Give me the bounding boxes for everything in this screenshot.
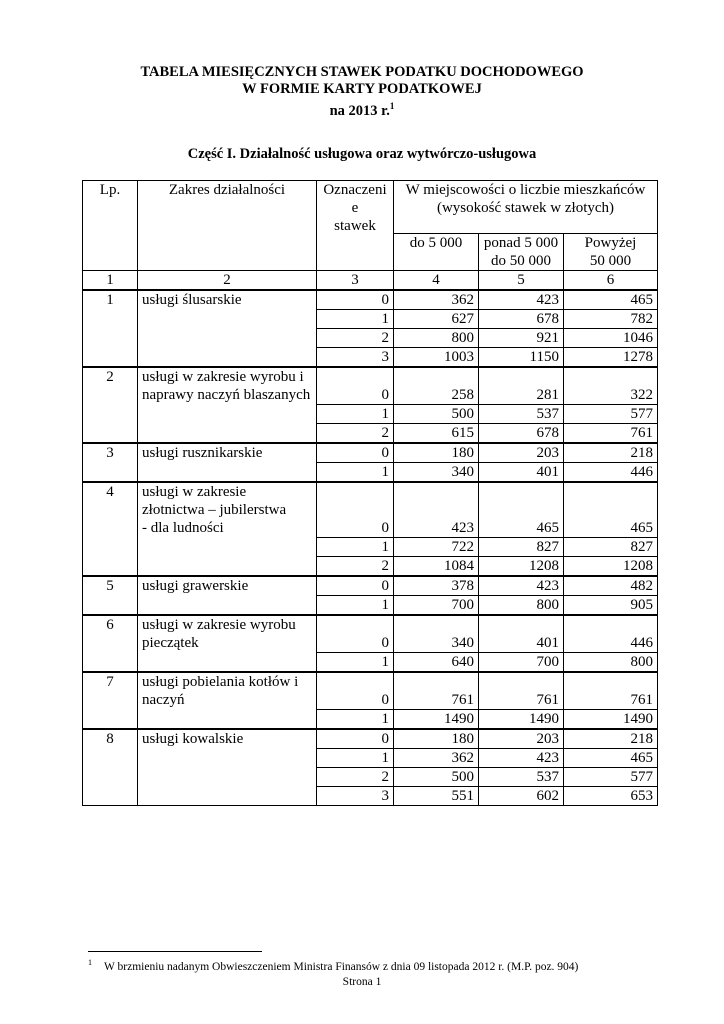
rate-over-50000-cell: 482 (564, 576, 658, 596)
activity-name-line: usługi w zakresie wyrobu (142, 617, 296, 633)
activity-name-cell (138, 615, 317, 672)
lp-cell: 4 (83, 482, 138, 576)
rate-to-5000-cell: 700 (394, 596, 479, 616)
column-number: 5 (479, 271, 564, 291)
lp-cell: 8 (83, 729, 138, 806)
rate-to-5000-cell: 640 (394, 653, 479, 673)
activity-name-line: - dla ludności (142, 520, 224, 536)
title-line-1: TABELA MIESIĘCZNYCH STAWEK PODATKU DOCHODOWEGO (140, 64, 584, 80)
column-number: 1 (83, 271, 138, 291)
header-text: ponad 5 000 (483, 235, 559, 251)
table-row (83, 443, 658, 463)
rate-5000-50000-cell: 401 (479, 463, 564, 483)
document-title (0, 64, 724, 120)
rate-to-5000-cell: 761 (394, 672, 479, 710)
activity-name-line: naczyń (142, 692, 185, 708)
rate-to-5000-cell: 362 (394, 749, 479, 768)
activity-name-cell (138, 367, 317, 443)
rate-to-5000-cell: 180 (394, 443, 479, 463)
lp-cell: 5 (83, 576, 138, 615)
rate-over-50000-cell: 218 (564, 443, 658, 463)
rate-code-cell: 1 (317, 749, 394, 768)
table-row (83, 615, 658, 653)
rate-to-5000-cell: 1490 (394, 710, 479, 730)
header-text: Powyżej (584, 235, 637, 251)
header-lp: Lp. (83, 181, 138, 271)
rate-to-5000-cell: 551 (394, 787, 479, 806)
table-row (83, 672, 658, 710)
rate-5000-50000-cell: 1490 (479, 710, 564, 730)
lp-cell: 3 (83, 443, 138, 482)
activity-name-line: usługi grawerskie (142, 578, 249, 594)
activity-name-line: pieczątek (142, 635, 199, 651)
rate-5000-50000-cell: 203 (479, 729, 564, 749)
part-heading: Część I. Działalność usługowa oraz wytwórczo-usługowa (187, 146, 537, 162)
rate-5000-50000-cell: 423 (479, 290, 564, 310)
rate-over-50000-cell: 1046 (564, 329, 658, 348)
rate-code-cell: 1 (317, 653, 394, 673)
tax-rates-table (82, 180, 658, 806)
rate-code-cell: 1 (317, 596, 394, 616)
rate-code-cell: 1 (317, 405, 394, 424)
rate-5000-50000-cell: 423 (479, 576, 564, 596)
rate-over-50000-cell: 218 (564, 729, 658, 749)
header-text: W miejscowości o liczbie mieszkańców (405, 182, 646, 198)
header-zakres: Zakres działalności (138, 181, 317, 271)
activity-name-cell (138, 672, 317, 729)
rate-over-50000-cell: 465 (564, 290, 658, 310)
rate-code-cell: 0 (317, 729, 394, 749)
lp-cell: 1 (83, 290, 138, 367)
table-row (83, 482, 658, 538)
rate-over-50000-cell: 905 (564, 596, 658, 616)
header-text: do 50 000 (491, 253, 551, 269)
rate-over-50000-cell: 1490 (564, 710, 658, 730)
rate-to-5000-cell: 627 (394, 310, 479, 329)
activity-name-line: usługi pobielania kotłów i (142, 674, 299, 690)
rate-code-cell: 1 (317, 463, 394, 483)
activity-name-cell (138, 729, 317, 806)
rate-code-cell: 1 (317, 710, 394, 730)
rate-over-50000-cell: 322 (564, 367, 658, 405)
rate-5000-50000-cell: 1208 (479, 557, 564, 577)
activity-name-cell (138, 576, 317, 615)
rate-code-cell: 0 (317, 482, 394, 538)
rate-to-5000-cell: 1084 (394, 557, 479, 577)
header-text: e (351, 200, 359, 216)
rate-to-5000-cell: 1003 (394, 348, 479, 368)
lp-cell: 7 (83, 672, 138, 729)
rate-code-cell: 3 (317, 787, 394, 806)
header-row (83, 181, 658, 234)
title-line-2: W FORMIE KARTY PODATKOWEJ (242, 81, 482, 97)
rate-over-50000-cell: 465 (564, 482, 658, 538)
table-row (83, 367, 658, 405)
activity-name-line: usługi w zakresie wyrobu i (142, 369, 304, 385)
rate-code-cell: 1 (317, 538, 394, 557)
table-row (83, 290, 658, 310)
rate-to-5000-cell: 340 (394, 615, 479, 653)
rate-over-50000-cell: 761 (564, 424, 658, 444)
rate-5000-50000-cell: 678 (479, 310, 564, 329)
column-number: 3 (317, 271, 394, 291)
rate-over-50000-cell: 446 (564, 615, 658, 653)
rate-code-cell: 0 (317, 290, 394, 310)
rate-over-50000-cell: 761 (564, 672, 658, 710)
activity-name-line: usługi w zakresie (142, 484, 247, 500)
rate-5000-50000-cell: 602 (479, 787, 564, 806)
column-number: 6 (564, 271, 658, 291)
rate-over-50000-cell: 827 (564, 538, 658, 557)
header-oznaczenie (317, 181, 394, 271)
rate-code-cell: 0 (317, 672, 394, 710)
rate-to-5000-cell: 500 (394, 768, 479, 787)
footnote (88, 958, 578, 973)
rate-code-cell: 0 (317, 615, 394, 653)
rate-code-cell: 0 (317, 576, 394, 596)
header-text: Oznaczeni (323, 182, 387, 198)
footnote-text: W brzmieniu nadanym Obwieszczeniem Ministra Finansów z dnia 09 listopada 2012 r. (M.P. poz. 904) (104, 960, 579, 973)
rate-over-50000-cell: 1278 (564, 348, 658, 368)
activity-name-line: usługi kowalskie (142, 731, 244, 747)
column-number: 4 (394, 271, 479, 291)
rate-over-50000-cell: 465 (564, 749, 658, 768)
activity-name-cell (138, 443, 317, 482)
activity-name-line: usługi ślusarskie (142, 292, 242, 308)
rate-5000-50000-cell: 921 (479, 329, 564, 348)
lp-cell: 6 (83, 615, 138, 672)
header-col5 (479, 234, 564, 271)
table-row (83, 576, 658, 596)
header-miejscowosc (394, 181, 658, 234)
rate-over-50000-cell: 782 (564, 310, 658, 329)
footnote-reference: 1 (389, 101, 395, 111)
rate-over-50000-cell: 577 (564, 405, 658, 424)
rate-5000-50000-cell: 423 (479, 749, 564, 768)
rate-5000-50000-cell: 465 (479, 482, 564, 538)
rate-over-50000-cell: 800 (564, 653, 658, 673)
rate-5000-50000-cell: 537 (479, 768, 564, 787)
rate-over-50000-cell: 446 (564, 463, 658, 483)
rate-to-5000-cell: 615 (394, 424, 479, 444)
rate-to-5000-cell: 800 (394, 329, 479, 348)
activity-name-line: złotnictwa – jubilerstwa (142, 502, 287, 518)
rate-code-cell: 2 (317, 424, 394, 444)
footnote-marker: 1 (88, 958, 92, 967)
lp-cell: 2 (83, 367, 138, 443)
rate-5000-50000-cell: 678 (479, 424, 564, 444)
activity-name-cell (138, 290, 317, 367)
rate-5000-50000-cell: 281 (479, 367, 564, 405)
column-number-row (83, 271, 658, 291)
rate-to-5000-cell: 722 (394, 538, 479, 557)
rate-code-cell: 2 (317, 768, 394, 787)
rate-to-5000-cell: 362 (394, 290, 479, 310)
rate-5000-50000-cell: 203 (479, 443, 564, 463)
rate-code-cell: 1 (317, 310, 394, 329)
rate-5000-50000-cell: 537 (479, 405, 564, 424)
header-text: (wysokość stawek w złotych) (436, 200, 615, 216)
rate-code-cell: 2 (317, 557, 394, 577)
rate-over-50000-cell: 653 (564, 787, 658, 806)
rate-to-5000-cell: 180 (394, 729, 479, 749)
header-col4 (394, 234, 479, 271)
header-text: 50 000 (589, 253, 632, 269)
rate-code-cell: 0 (317, 367, 394, 405)
header-text: do 5 000 (409, 235, 463, 251)
rate-5000-50000-cell: 827 (479, 538, 564, 557)
table-row (83, 729, 658, 749)
rate-to-5000-cell: 340 (394, 463, 479, 483)
rate-to-5000-cell: 423 (394, 482, 479, 538)
activity-name-cell (138, 482, 317, 576)
rate-5000-50000-cell: 800 (479, 596, 564, 616)
rate-to-5000-cell: 500 (394, 405, 479, 424)
header-col6 (564, 234, 658, 271)
rate-to-5000-cell: 258 (394, 367, 479, 405)
rate-over-50000-cell: 577 (564, 768, 658, 787)
activity-name-line: usługi rusznikarskie (142, 445, 263, 461)
rate-over-50000-cell: 1208 (564, 557, 658, 577)
rate-5000-50000-cell: 700 (479, 653, 564, 673)
rate-5000-50000-cell: 401 (479, 615, 564, 653)
footnote-separator (88, 951, 262, 952)
rate-to-5000-cell: 378 (394, 576, 479, 596)
header-text: stawek (334, 218, 376, 234)
rate-code-cell: 0 (317, 443, 394, 463)
rate-5000-50000-cell: 1150 (479, 348, 564, 368)
rate-5000-50000-cell: 761 (479, 672, 564, 710)
title-line-3 (0, 98, 724, 120)
activity-name-line: naprawy naczyń blaszanych (142, 387, 311, 403)
title-year: na 2013 r. (329, 102, 390, 119)
rate-code-cell: 2 (317, 329, 394, 348)
column-number: 2 (138, 271, 317, 291)
page-number: Strona 1 (342, 976, 382, 988)
rate-code-cell: 3 (317, 348, 394, 368)
